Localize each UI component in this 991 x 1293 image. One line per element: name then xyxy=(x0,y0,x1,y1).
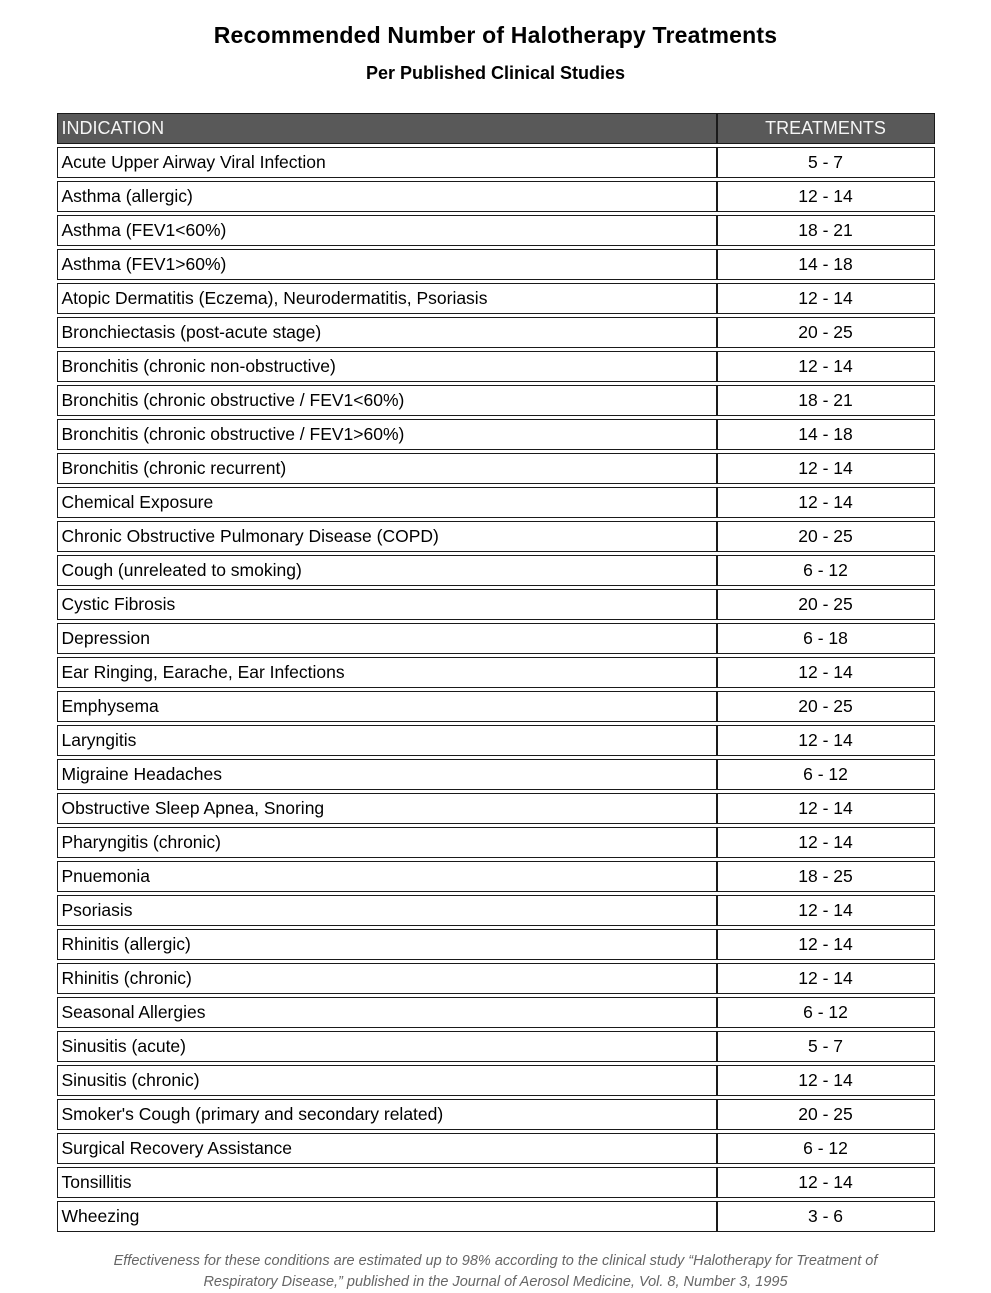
treatments-cell: 14 - 18 xyxy=(717,249,935,280)
table-row xyxy=(57,283,935,314)
indication-cell: Tonsillitis xyxy=(57,1167,717,1198)
indication-cell: Bronchitis (chronic obstructive / FEV1<60%) xyxy=(57,385,717,416)
treatments-cell: 12 - 14 xyxy=(717,963,935,994)
treatments-cell: 20 - 25 xyxy=(717,1099,935,1130)
table-row xyxy=(57,691,935,722)
table-row xyxy=(57,385,935,416)
treatments-cell: 12 - 14 xyxy=(717,181,935,212)
indication-cell: Smoker's Cough (primary and secondary related) xyxy=(57,1099,717,1130)
indication-cell: Bronchitis (chronic obstructive / FEV1>60%) xyxy=(57,419,717,450)
treatments-cell: 5 - 7 xyxy=(717,1031,935,1062)
treatments-cell: 20 - 25 xyxy=(717,691,935,722)
table-row xyxy=(57,1167,935,1198)
table-row xyxy=(57,215,935,246)
table-row xyxy=(57,249,935,280)
treatments-cell: 20 - 25 xyxy=(717,589,935,620)
table-row xyxy=(57,351,935,382)
indication-cell: Surgical Recovery Assistance xyxy=(57,1133,717,1164)
table-row xyxy=(57,759,935,790)
treatments-cell: 6 - 12 xyxy=(717,555,935,586)
table-body xyxy=(57,147,935,1232)
indication-cell: Psoriasis xyxy=(57,895,717,926)
treatments-cell: 20 - 25 xyxy=(717,521,935,552)
treatments-cell: 12 - 14 xyxy=(717,657,935,688)
indication-cell: Asthma (allergic) xyxy=(57,181,717,212)
table-row xyxy=(57,521,935,552)
treatments-cell: 12 - 14 xyxy=(717,1167,935,1198)
table-row xyxy=(57,623,935,654)
indication-cell: Ear Ringing, Earache, Ear Infections xyxy=(57,657,717,688)
header-treatments: TREATMENTS xyxy=(717,113,935,144)
table-row xyxy=(57,793,935,824)
treatments-cell: 12 - 14 xyxy=(717,725,935,756)
table-row xyxy=(57,895,935,926)
indication-cell: Pharyngitis (chronic) xyxy=(57,827,717,858)
treatments-cell: 3 - 6 xyxy=(717,1201,935,1232)
indication-cell: Bronchiectasis (post-acute stage) xyxy=(57,317,717,348)
indication-cell: Obstructive Sleep Apnea, Snoring xyxy=(57,793,717,824)
table-row xyxy=(57,589,935,620)
treatments-cell: 12 - 14 xyxy=(717,351,935,382)
table-row xyxy=(57,555,935,586)
indication-cell: Bronchitis (chronic non-obstructive) xyxy=(57,351,717,382)
indication-cell: Atopic Dermatitis (Eczema), Neurodermatitis, Psoriasis xyxy=(57,283,717,314)
treatments-cell: 6 - 12 xyxy=(717,759,935,790)
treatments-cell: 6 - 12 xyxy=(717,1133,935,1164)
table-header-row xyxy=(57,113,935,144)
treatments-cell: 6 - 12 xyxy=(717,997,935,1028)
indication-cell: Pnuemonia xyxy=(57,861,717,892)
treatments-cell: 12 - 14 xyxy=(717,283,935,314)
table-row xyxy=(57,487,935,518)
indication-cell: Sinusitis (chronic) xyxy=(57,1065,717,1096)
treatments-cell: 12 - 14 xyxy=(717,487,935,518)
treatments-table xyxy=(57,110,935,1235)
page-title: Recommended Number of Halotherapy Treatments xyxy=(213,22,778,48)
treatments-cell: 20 - 25 xyxy=(717,317,935,348)
treatments-cell: 12 - 14 xyxy=(717,827,935,858)
table-row xyxy=(57,419,935,450)
treatments-cell: 18 - 25 xyxy=(717,861,935,892)
table-row xyxy=(57,1099,935,1130)
indication-cell: Cystic Fibrosis xyxy=(57,589,717,620)
table-row xyxy=(57,657,935,688)
indication-cell: Rhinitis (chronic) xyxy=(57,963,717,994)
indication-cell: Acute Upper Airway Viral Infection xyxy=(57,147,717,178)
header-indication: INDICATION xyxy=(57,113,717,144)
indication-cell: Chronic Obstructive Pulmonary Disease (COPD) xyxy=(57,521,717,552)
indication-cell: Bronchitis (chronic recurrent) xyxy=(57,453,717,484)
page-subtitle: Per Published Clinical Studies xyxy=(365,63,626,83)
indication-cell: Emphysema xyxy=(57,691,717,722)
indication-cell: Wheezing xyxy=(57,1201,717,1232)
table-row xyxy=(57,861,935,892)
table-header xyxy=(57,113,935,144)
treatments-cell: 12 - 14 xyxy=(717,929,935,960)
treatments-cell: 6 - 18 xyxy=(717,623,935,654)
treatments-cell: 12 - 14 xyxy=(717,1065,935,1096)
table-row xyxy=(57,1133,935,1164)
indication-cell: Laryngitis xyxy=(57,725,717,756)
table-row xyxy=(57,725,935,756)
table-row xyxy=(57,453,935,484)
table-row xyxy=(57,1201,935,1232)
indication-cell: Depression xyxy=(57,623,717,654)
treatments-cell: 12 - 14 xyxy=(717,453,935,484)
treatments-cell: 14 - 18 xyxy=(717,419,935,450)
indication-cell: Cough (unreleated to smoking) xyxy=(57,555,717,586)
treatments-cell: 5 - 7 xyxy=(717,147,935,178)
indication-cell: Rhinitis (allergic) xyxy=(57,929,717,960)
table-row xyxy=(57,997,935,1028)
footnote: Effectiveness for these conditions are estimated up to 98% according to the clinical study “Halotherapy for Treatment of Respiratory Disease,” published in the Journal of Aerosol Medicine, Vol. 8, Number 3, 1995 xyxy=(113,1253,878,1291)
indication-cell: Asthma (FEV1>60%) xyxy=(57,249,717,280)
indication-cell: Asthma (FEV1<60%) xyxy=(57,215,717,246)
indication-cell: Sinusitis (acute) xyxy=(57,1031,717,1062)
treatments-cell: 12 - 14 xyxy=(717,895,935,926)
indication-cell: Migraine Headaches xyxy=(57,759,717,790)
indication-cell: Seasonal Allergies xyxy=(57,997,717,1028)
treatments-cell: 18 - 21 xyxy=(717,215,935,246)
treatments-cell: 12 - 14 xyxy=(717,793,935,824)
table-row xyxy=(57,1065,935,1096)
table-row xyxy=(57,929,935,960)
table-row xyxy=(57,827,935,858)
indication-cell: Chemical Exposure xyxy=(57,487,717,518)
table-row xyxy=(57,317,935,348)
table-row xyxy=(57,1031,935,1062)
table-row xyxy=(57,147,935,178)
table-row xyxy=(57,181,935,212)
treatments-cell: 18 - 21 xyxy=(717,385,935,416)
table-row xyxy=(57,963,935,994)
